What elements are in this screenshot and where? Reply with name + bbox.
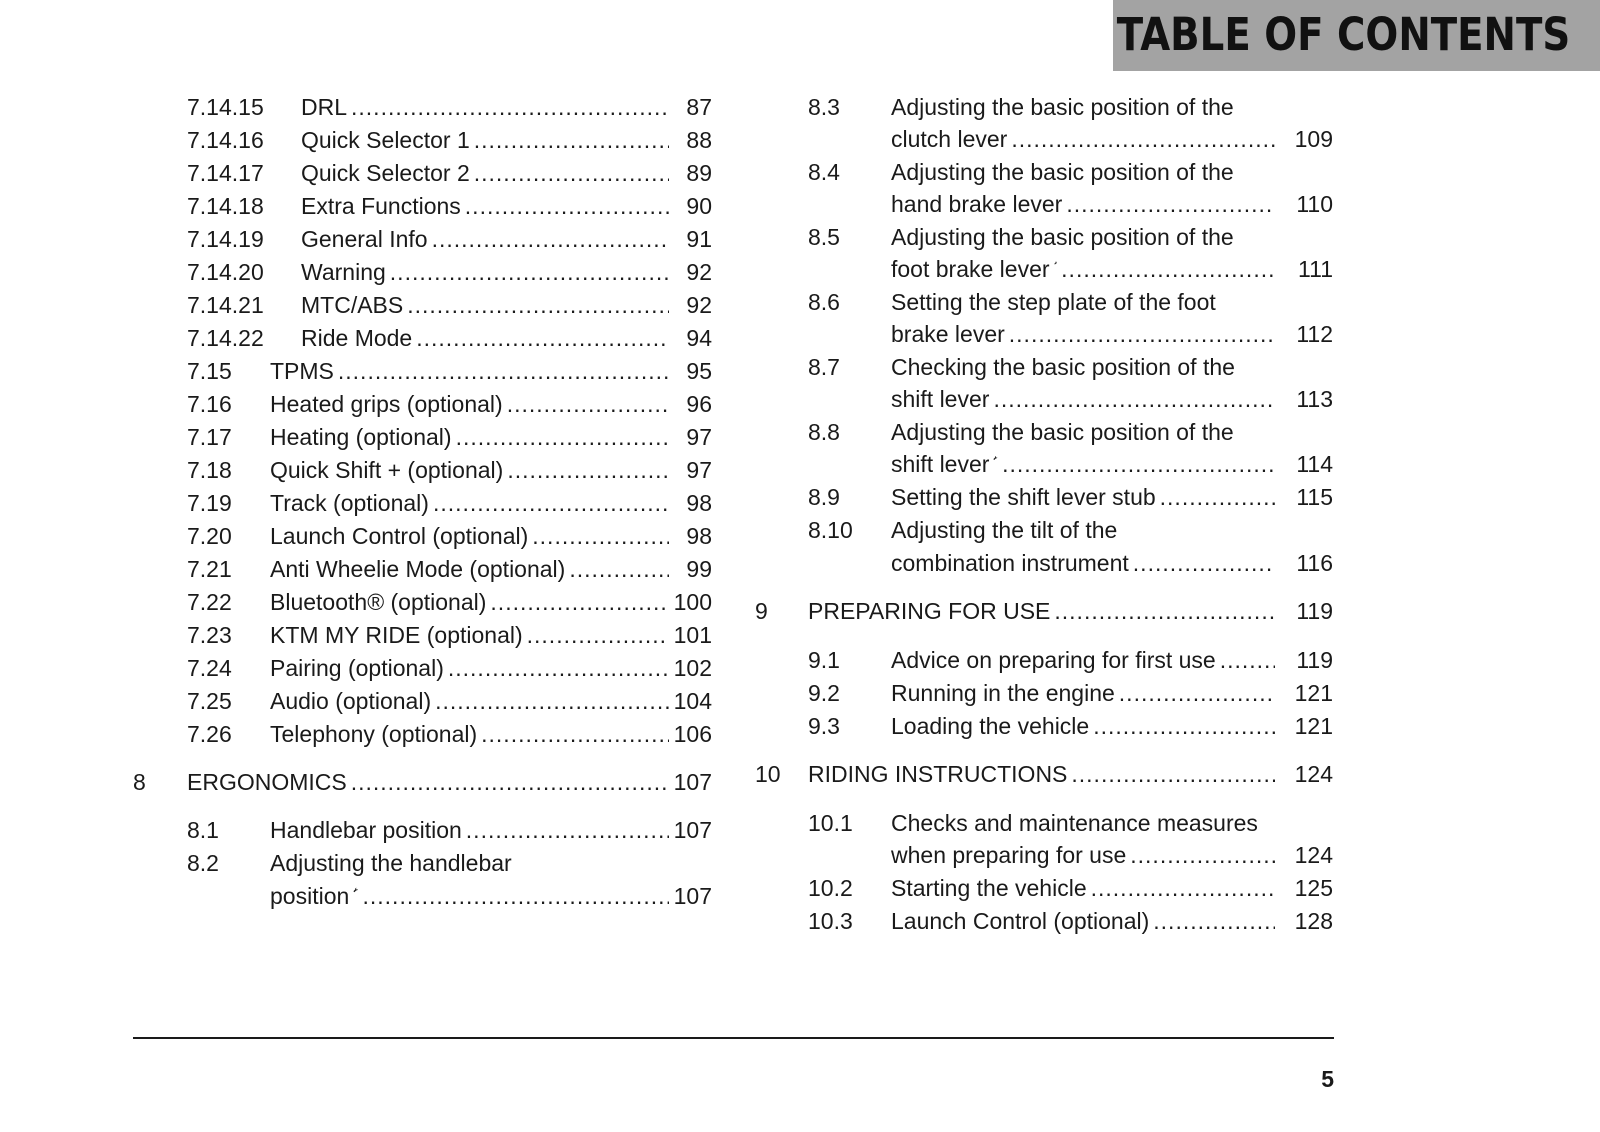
toc-entry-title[interactable] — [891, 253, 1275, 285]
toc-entry-page[interactable]: 102 — [673, 655, 712, 681]
toc-entry-label: Quick Selector 2 — [301, 160, 470, 186]
toc-entry-title[interactable] — [270, 718, 669, 750]
toc-entry-number: 7.21 — [187, 556, 232, 582]
toc-entry-title[interactable] — [891, 383, 1275, 415]
toc-entry-label: brake lever — [891, 321, 1005, 347]
dot-leader — [338, 355, 669, 387]
toc-entry-title[interactable] — [891, 872, 1275, 904]
toc-entry-page[interactable]: 106 — [673, 721, 712, 747]
toc-entry-title[interactable] — [270, 553, 669, 585]
header-band — [1113, 0, 1600, 71]
toc-entry-number: 10.2 — [808, 875, 853, 901]
toc-entry-number: 7.17 — [187, 424, 232, 450]
toc-entry-title-line[interactable]: Adjusting the basic position of the — [891, 159, 1234, 185]
dot-leader — [435, 685, 669, 717]
toc-entry-title[interactable] — [301, 256, 669, 288]
toc-entry-label: Warning — [301, 259, 386, 285]
toc-entry-label: RIDING INSTRUCTIONS — [808, 761, 1068, 787]
toc-entry-label: Heated grips (optional) — [270, 391, 503, 417]
toc-entry-title[interactable] — [808, 758, 1275, 790]
dot-leader — [474, 157, 669, 189]
dot-leader — [433, 487, 669, 519]
toc-entry-number: 9.3 — [808, 713, 840, 739]
toc-entry-page[interactable]: 97 — [686, 424, 712, 450]
toc-entry-number: 8.2 — [187, 850, 219, 876]
toc-entry-title[interactable] — [301, 223, 669, 255]
toc-entry-number: 8.4 — [808, 159, 840, 185]
dot-leader — [1009, 318, 1275, 350]
toc-entry-title[interactable] — [270, 619, 669, 651]
toc-entry-page[interactable]: 98 — [686, 490, 712, 516]
dot-leader — [507, 388, 669, 420]
toc-entry-label: hand brake lever — [891, 191, 1063, 217]
toc-entry-number: 7.25 — [187, 688, 232, 714]
toc-entry-number: 7.24 — [187, 655, 232, 681]
toc-entry-title[interactable] — [270, 454, 669, 486]
dot-leader — [507, 454, 669, 486]
dot-leader — [1066, 188, 1275, 220]
toc-entry-title-line[interactable]: Adjusting the tilt of the — [891, 517, 1118, 543]
dot-leader — [432, 223, 669, 255]
toc-entry-label: General Info — [301, 226, 428, 252]
toc-entry-title-line[interactable]: Setting the step plate of the foot — [891, 289, 1216, 315]
dot-leader — [1093, 710, 1275, 742]
toc-entry-label: position — [270, 883, 350, 909]
toc-entry-page[interactable]: 112 — [1296, 321, 1333, 347]
toc-entry-label: Loading the vehicle — [891, 713, 1090, 739]
toc-entry-number: 8.8 — [808, 419, 840, 445]
toc-entry-page[interactable]: 100 — [673, 589, 712, 615]
toc-entry-page[interactable]: 113 — [1296, 386, 1333, 412]
footer-divider — [133, 1037, 1334, 1039]
toc-entry-page[interactable]: 121 — [1294, 680, 1333, 706]
toc-entry-number: 7.14.20 — [187, 259, 264, 285]
toc-entry-number: 9.1 — [808, 647, 840, 673]
toc-entry-number: 7.14.15 — [187, 94, 264, 120]
toc-entry-page[interactable]: 91 — [686, 226, 712, 252]
toc-entry-title[interactable] — [270, 685, 669, 717]
dot-leader — [532, 520, 669, 552]
toc-entry-title-line[interactable]: Checking the basic position of the — [891, 354, 1235, 380]
dot-leader — [1091, 872, 1275, 904]
toc-entry-page[interactable]: 95 — [686, 358, 712, 384]
dot-leader — [1071, 758, 1275, 790]
dot-leader — [527, 619, 669, 651]
toc-entry-title[interactable] — [270, 520, 669, 552]
toc-entry-number: 7.14.22 — [187, 325, 264, 351]
toc-entry-number: 10.3 — [808, 908, 853, 934]
dot-leader — [1002, 448, 1275, 480]
dot-leader — [1054, 595, 1275, 627]
toc-entry-page[interactable]: 107 — [673, 769, 712, 795]
toc-entry-number: 7.15 — [187, 358, 232, 384]
toc-entry-label: Telephony (optional) — [270, 721, 478, 747]
toc-entry-page[interactable]: 125 — [1294, 875, 1333, 901]
dot-leader — [1130, 839, 1275, 871]
toc-entry-title[interactable] — [808, 595, 1275, 627]
toc-entry-number: 8.10 — [808, 517, 853, 543]
toc-entry-label: Bluetooth® (optional) — [270, 589, 487, 615]
toc-entry-title[interactable] — [270, 652, 669, 684]
toc-entry-page[interactable]: 114 — [1296, 451, 1333, 477]
dot-leader — [466, 814, 669, 846]
toc-entry-label: DRL — [301, 94, 348, 120]
toc-entry-number: 8.3 — [808, 94, 840, 120]
toc-entry-label: Launch Control (optional) — [270, 523, 529, 549]
toc-entry-page[interactable]: 109 — [1294, 126, 1333, 152]
toc-entry-number: 7.16 — [187, 391, 232, 417]
dot-leader — [1153, 905, 1275, 937]
toc-entry-number: 8 — [133, 769, 146, 795]
toc-entry-page[interactable]: 101 — [673, 622, 712, 648]
toc-entry-number: 7.14.21 — [187, 292, 264, 318]
toc-entry-title-line[interactable]: Adjusting the handlebar — [270, 850, 512, 876]
toc-entry-number: 10.1 — [808, 810, 853, 836]
toc-entry-title[interactable] — [270, 880, 669, 912]
toc-entry-title[interactable] — [891, 481, 1275, 513]
toc-entry-title-line[interactable]: Adjusting the basic position of the — [891, 419, 1234, 445]
dot-leader — [351, 766, 669, 798]
dot-leader — [1160, 481, 1275, 513]
toc-entry-page[interactable]: 87 — [686, 94, 712, 120]
toc-entry-label: Advice on preparing for first use — [891, 647, 1216, 673]
toc-entry-label: foot brake lever — [891, 256, 1050, 282]
wrench-icon — [353, 880, 358, 900]
toc-entry-label: Launch Control (optional) — [891, 908, 1150, 934]
dot-leader — [1011, 123, 1275, 155]
toc-entry-page[interactable]: 115 — [1296, 484, 1333, 510]
toc-entry-title[interactable] — [301, 190, 669, 222]
dot-leader — [448, 652, 669, 684]
toc-entry-title[interactable] — [891, 547, 1275, 579]
toc-entry-page[interactable]: 107 — [673, 883, 712, 909]
toc-entry-title[interactable] — [891, 710, 1275, 742]
toc-entry-title[interactable] — [891, 905, 1275, 937]
toc-entry-title[interactable] — [891, 188, 1275, 220]
toc-entry-page[interactable]: 107 — [673, 817, 712, 843]
dot-leader — [474, 124, 669, 156]
toc-entry-page[interactable]: 116 — [1296, 550, 1333, 576]
toc-entry-number: 7.14.18 — [187, 193, 264, 219]
toc-entry-page[interactable]: 96 — [686, 391, 712, 417]
toc-entry-label: Setting the shift lever stub — [891, 484, 1156, 510]
toc-entry-label: shift lever — [891, 451, 990, 477]
toc-entry-page[interactable]: 92 — [686, 292, 712, 318]
toc-entry-page[interactable]: 119 — [1296, 647, 1333, 673]
toc-entry-label: Track (optional) — [270, 490, 429, 516]
toc-entry-label: clutch lever — [891, 126, 1008, 152]
toc-entry-title[interactable] — [187, 766, 669, 798]
toc-entry-label: Anti Wheelie Mode (optional) — [270, 556, 566, 582]
toc-entry-number: 7.22 — [187, 589, 232, 615]
toc-entry-number: 7.20 — [187, 523, 232, 549]
toc-entry-page[interactable]: 124 — [1294, 761, 1333, 787]
toc-entry-number: 7.14.17 — [187, 160, 264, 186]
toc-entry-label: Extra Functions — [301, 193, 461, 219]
toc-entry-page[interactable]: 119 — [1296, 598, 1333, 624]
toc-entry-page[interactable]: 94 — [686, 325, 712, 351]
dot-leader — [390, 256, 669, 288]
toc-entry-number: 7.18 — [187, 457, 232, 483]
toc-entry-number: 8.6 — [808, 289, 840, 315]
wrench-icon — [993, 448, 998, 468]
toc-entry-number: 10 — [755, 761, 781, 787]
toc-entry-title[interactable] — [891, 677, 1275, 709]
dot-leader — [407, 289, 669, 321]
toc-entry-page[interactable]: 97 — [686, 457, 712, 483]
toc-entry-label: PREPARING FOR USE — [808, 598, 1051, 624]
toc-entry-title[interactable] — [270, 814, 669, 846]
toc-entry-title[interactable] — [301, 157, 669, 189]
toc-entry-title[interactable] — [301, 91, 669, 123]
toc-entry-title[interactable] — [891, 448, 1275, 480]
toc-entry-title-line[interactable]: Adjusting the basic position of the — [891, 94, 1234, 120]
toc-entry-page[interactable]: 124 — [1294, 842, 1333, 868]
toc-entry-label: Ride Mode — [301, 325, 413, 351]
toc-entry-label: Running in the engine — [891, 680, 1115, 706]
toc-entry-label: Pairing (optional) — [270, 655, 444, 681]
toc-entry-page[interactable]: 90 — [686, 193, 712, 219]
toc-entry-label: when preparing for use — [891, 842, 1127, 868]
toc-entry-number: 9 — [755, 598, 768, 624]
dot-leader — [490, 586, 669, 618]
toc-entry-title[interactable] — [270, 421, 669, 453]
toc-entry-page[interactable]: 88 — [686, 127, 712, 153]
toc-entry-number: 8.5 — [808, 224, 840, 250]
toc-entry-title[interactable] — [891, 123, 1275, 155]
toc-entry-page[interactable]: 110 — [1296, 191, 1333, 217]
page-number: 5 — [1321, 1066, 1334, 1092]
toc-entry-page[interactable]: 98 — [686, 523, 712, 549]
toc-entry-title[interactable] — [270, 388, 669, 420]
toc-entry-label: ERGONOMICS — [187, 769, 347, 795]
dot-leader — [351, 91, 669, 123]
page-title: TABLE OF CONTENTS — [1116, 8, 1570, 61]
toc-entry-title[interactable] — [301, 289, 669, 321]
toc-entry-number: 7.23 — [187, 622, 232, 648]
dot-leader — [363, 880, 670, 912]
toc-entry-number: 7.26 — [187, 721, 232, 747]
toc-entry-title[interactable] — [301, 124, 669, 156]
toc-entry-title[interactable] — [270, 586, 669, 618]
toc-entry-number: 7.19 — [187, 490, 232, 516]
toc-entry-title[interactable] — [891, 644, 1275, 676]
toc-entry-label: Heating (optional) — [270, 424, 452, 450]
dot-leader — [481, 718, 669, 750]
dot-leader — [465, 190, 669, 222]
wrench-icon — [1054, 253, 1058, 273]
toc-entry-label: Quick Selector 1 — [301, 127, 470, 153]
toc-entry-label: Starting the vehicle — [891, 875, 1087, 901]
toc-entry-page[interactable]: 99 — [686, 556, 712, 582]
toc-entry-title[interactable] — [891, 318, 1275, 350]
toc-entry-title[interactable] — [891, 839, 1275, 871]
dot-leader — [456, 421, 669, 453]
toc-entry-number: 8.7 — [808, 354, 840, 380]
dot-leader — [1133, 547, 1275, 579]
toc-entry-title[interactable] — [301, 322, 669, 354]
dot-leader — [1119, 677, 1275, 709]
toc-entry-number: 7.14.16 — [187, 127, 264, 153]
toc-entry-label: combination instrument — [891, 550, 1129, 576]
toc-entry-title[interactable] — [270, 355, 669, 387]
toc-entry-page[interactable]: 89 — [686, 160, 712, 186]
toc-entry-label: Handlebar position — [270, 817, 462, 843]
toc-entry-page[interactable]: 111 — [1298, 256, 1333, 282]
toc-entry-label: MTC/ABS — [301, 292, 404, 318]
toc-entry-number: 7.14.19 — [187, 226, 264, 252]
dot-leader — [993, 383, 1275, 415]
dot-leader — [416, 322, 669, 354]
toc-entry-number: 8.1 — [187, 817, 219, 843]
toc-entry-page[interactable]: 128 — [1294, 908, 1333, 934]
toc-entry-label: KTM MY RIDE (optional) — [270, 622, 523, 648]
toc-entry-label: Audio (optional) — [270, 688, 432, 714]
dot-leader — [1061, 253, 1275, 285]
toc-entry-title-line[interactable]: Adjusting the basic position of the — [891, 224, 1234, 250]
dot-leader — [1220, 644, 1275, 676]
toc-entry-page[interactable]: 121 — [1294, 713, 1333, 739]
toc-entry-number: 8.9 — [808, 484, 840, 510]
toc-entry-label: shift lever — [891, 386, 990, 412]
toc-entry-page[interactable]: 92 — [686, 259, 712, 285]
toc-entry-label: TPMS — [270, 358, 334, 384]
toc-entry-label: Quick Shift + (optional) — [270, 457, 504, 483]
toc-entry-page[interactable]: 104 — [673, 688, 712, 714]
toc-entry-title[interactable] — [270, 487, 669, 519]
toc-entry-title-line[interactable]: Checks and maintenance measures — [891, 810, 1258, 836]
toc-entry-number: 9.2 — [808, 680, 840, 706]
